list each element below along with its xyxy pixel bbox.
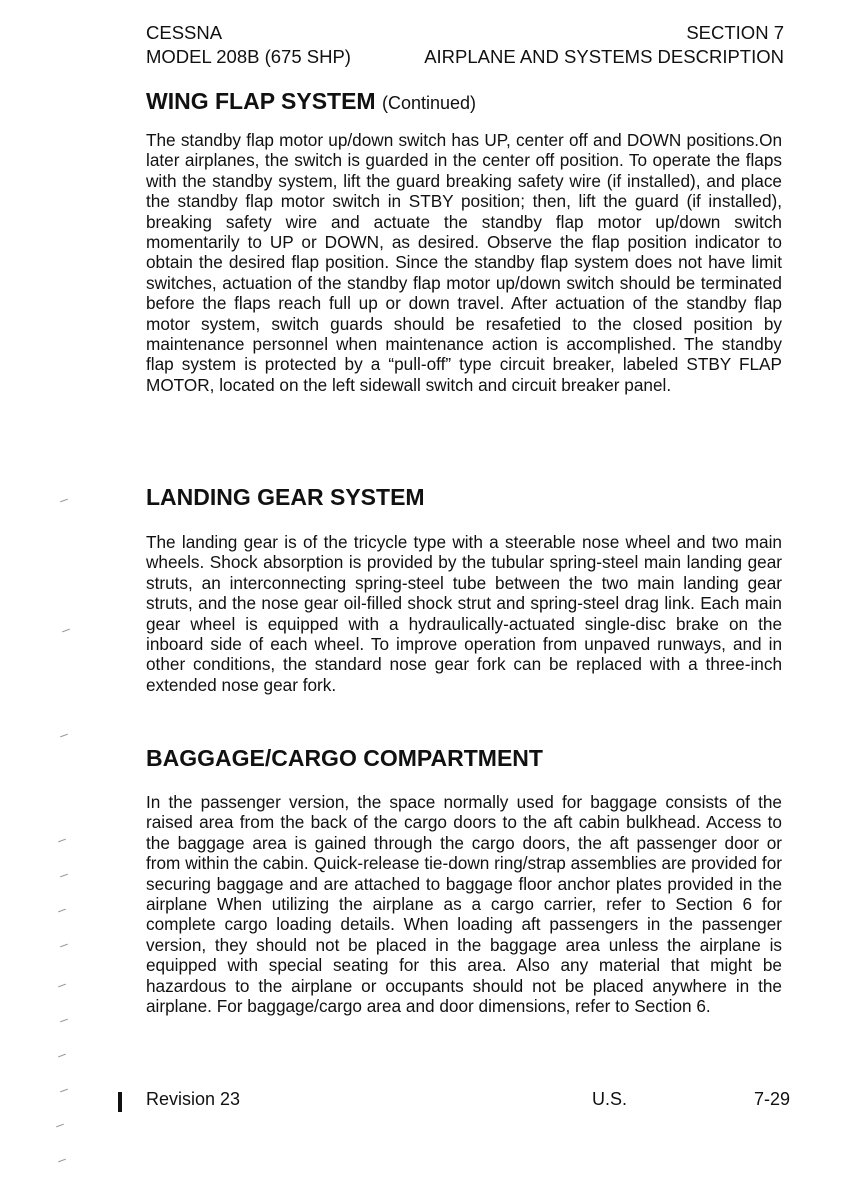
scan-margin-marks <box>30 500 70 1180</box>
footer-region: U.S. <box>592 1089 628 1109</box>
footer-revision: Revision 23 <box>146 1089 241 1109</box>
landing-gear-heading: LANDING GEAR SYSTEM <box>146 484 425 510</box>
header-manufacturer: CESSNA <box>146 22 223 43</box>
baggage-paragraph: In the passenger version, the space normally used for baggage consists of the raised area from the back of the cargo doors to the aft cabin bulkhead. Access to the baggage area is gained through the cargo doors, the aft passenger door or from within the cabin. Quick-release tie-down ring/strap assemblies are provided for securing baggage and are attached to baggage floor anchor plates provided in the airplane When utilizing the airplane as a cargo carrier, refer to Section 6 for complete cargo loading details. When loading aft passengers in the passenger version, they should not be placed in the baggage area unless the airplane is equipped with special seating for this area. Also any material that might be hazardous to the airplane or occupants should not be placed anywhere in the airplane. For baggage/cargo area and door dimensions, refer to Section 6. <box>146 792 782 1017</box>
wing-flap-heading <box>146 88 476 116</box>
page-header-line-2 <box>146 46 784 68</box>
header-model: MODEL 208B (675 SHP) <box>146 46 351 67</box>
page-header-line-1 <box>146 22 784 44</box>
header-section-title: AIRPLANE AND SYSTEMS DESCRIPTION <box>424 46 784 67</box>
wing-flap-title: WING FLAP SYSTEM <box>146 88 376 114</box>
footer-page-number: 7-29 <box>753 1089 790 1109</box>
wing-flap-paragraph: The standby flap motor up/down switch has UP, center off and DOWN positions.On later airplanes, the switch is guarded in the center off position. To operate the flaps with the standby system, lift the guard breaking safety wire (if installed), and place the standby flap motor switch in STBY position; then, lift the guard (if installed), breaking safety wire and actuate the standby flap motor up/down switch momentarily to UP or DOWN, as desired. Observe the flap position indicator to obtain the desired flap position. Since the standby flap system does not have limit switches, actuation of the standby flap motor up/down switch should be terminated before the flaps reach full up or down travel. After actuation of the standby flap motor system, switch guards should be resafetied to the closed position by maintenance personnel when maintenance action is accomplished. The standby flap system is protected by a “pull-off” type circuit breaker, labeled STBY FLAP MOTOR, located on the left sidewall switch and circuit breaker panel. <box>146 130 782 395</box>
landing-gear-paragraph: The landing gear is of the tricycle type with a steerable nose wheel and two main wheels. Shock absorption is provided by the tubular spring-steel main landing gear struts, an interconnecting spring-steel tube between the two main landing gear struts, and the nose gear oil-filled shock strut and spring-steel drag link. Each main gear wheel is equipped with a hydraulically-actuated single-disc brake on the inboard side of each wheel. To improve operation from unpaved runways, and in other conditions, the standard nose gear fork can be replaced with a three-inch extended nose gear fork. <box>146 532 782 695</box>
baggage-heading: BAGGAGE/CARGO COMPARTMENT <box>146 745 543 771</box>
page-footer <box>146 1088 790 1110</box>
wing-flap-continued: (Continued) <box>381 93 477 113</box>
header-section-number: SECTION 7 <box>686 22 784 43</box>
revision-change-bar <box>118 1092 122 1112</box>
